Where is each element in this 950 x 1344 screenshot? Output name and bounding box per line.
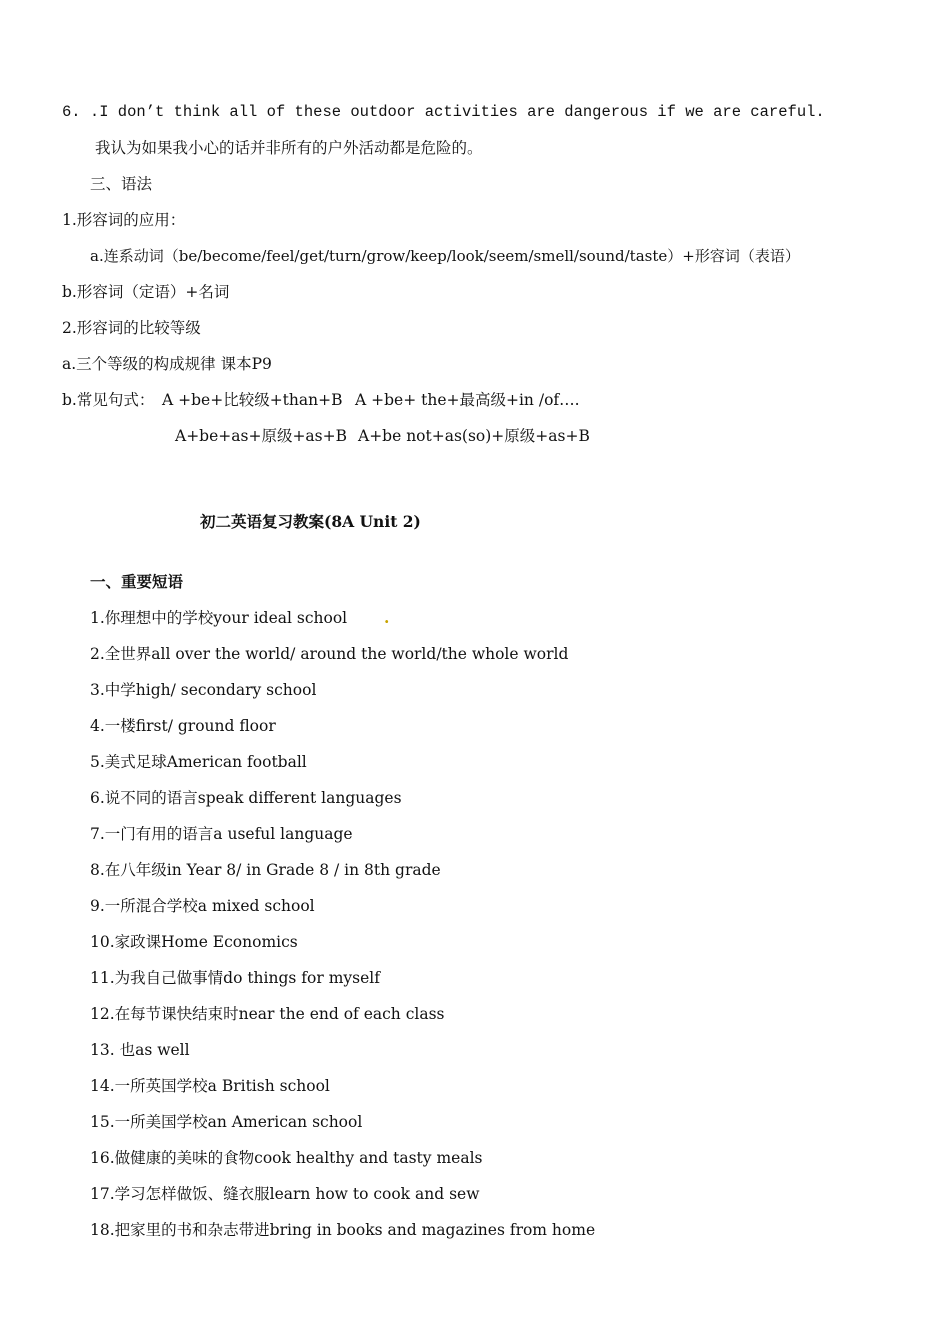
comparison-pattern-2: A +be+ the+最高级+in /of….	[355, 391, 580, 409]
phrases-heading: 一、重要短语	[90, 572, 184, 591]
grammar-item-2a: a.三个等级的构成规律 课本P9	[62, 355, 272, 373]
comparison-pattern-4: A+be not+as(so)+原级+as+B	[358, 427, 590, 445]
grammar-item-1b: b.形容词（定语）+名词	[62, 283, 230, 301]
grammar-item-1: 1.形容词的应用：	[62, 211, 186, 229]
phrase-item: 11.为我自己做事情do things for myself	[90, 969, 380, 987]
grammar-item-2: 2.形容词的比较等级	[62, 319, 201, 337]
phrase-item: 6.说不同的语言speak different languages	[90, 789, 402, 807]
phrase-item: 1.你理想中的学校your ideal school	[90, 609, 348, 627]
phrase-item: 5.美式足球American football	[90, 753, 307, 771]
intro-translation: 我认为如果我小心的话并非所有的户外活动都是危险的。	[95, 139, 483, 157]
phrase-item: 3.中学high/ secondary school	[90, 681, 317, 699]
phrase-item: 15.一所美国学校an American school	[90, 1113, 363, 1131]
comparison-pattern-3: A+be+as+原级+as+B	[175, 427, 348, 445]
phrase-item: 14.一所英国学校a British school	[90, 1077, 330, 1095]
phrase-item: 8.在八年级in Year 8/ in Grade 8 / in 8th grade	[90, 861, 441, 879]
phrase-item: 4.一楼first/ ground floor	[90, 717, 276, 735]
phrase-item: 16.做健康的美味的食物cook healthy and tasty meals	[90, 1149, 483, 1167]
phrase-item: 2.全世界all over the world/ around the world/the whole world	[90, 645, 569, 663]
grammar-heading: 三、语法	[90, 175, 153, 193]
phrase-item: 17.学习怎样做饭、缝衣服learn how to cook and sew	[90, 1185, 480, 1203]
grammar-item-1a: a.连系动词（be/become/feel/get/turn/grow/keep/look/seem/smell/sound/taste）+形容词（表语）	[90, 247, 800, 265]
yellow-marker: .	[384, 608, 390, 627]
phrase-item: 9.一所混合学校a mixed school	[90, 897, 315, 915]
grammar-item-2b-label: b.常见句式：	[62, 391, 155, 409]
unit2-title: 初二英语复习教案(8A Unit 2)	[200, 512, 421, 531]
phrase-item: 13. 也as well	[90, 1041, 190, 1059]
comparison-pattern-1: A +be+比较级+than+B	[162, 391, 343, 409]
phrase-item: 10.家政课Home Economics	[90, 933, 298, 951]
phrase-item: 12.在每节课快结束时near the end of each class	[90, 1005, 445, 1023]
phrase-item: 18.把家里的书和杂志带进bring in books and magazines from home	[90, 1221, 596, 1239]
intro-sentence-6: 6. .I don’t think all of these outdoor activities are dangerous if we are careful.	[62, 103, 825, 121]
phrase-item: 7.一门有用的语言a useful language	[90, 825, 353, 843]
